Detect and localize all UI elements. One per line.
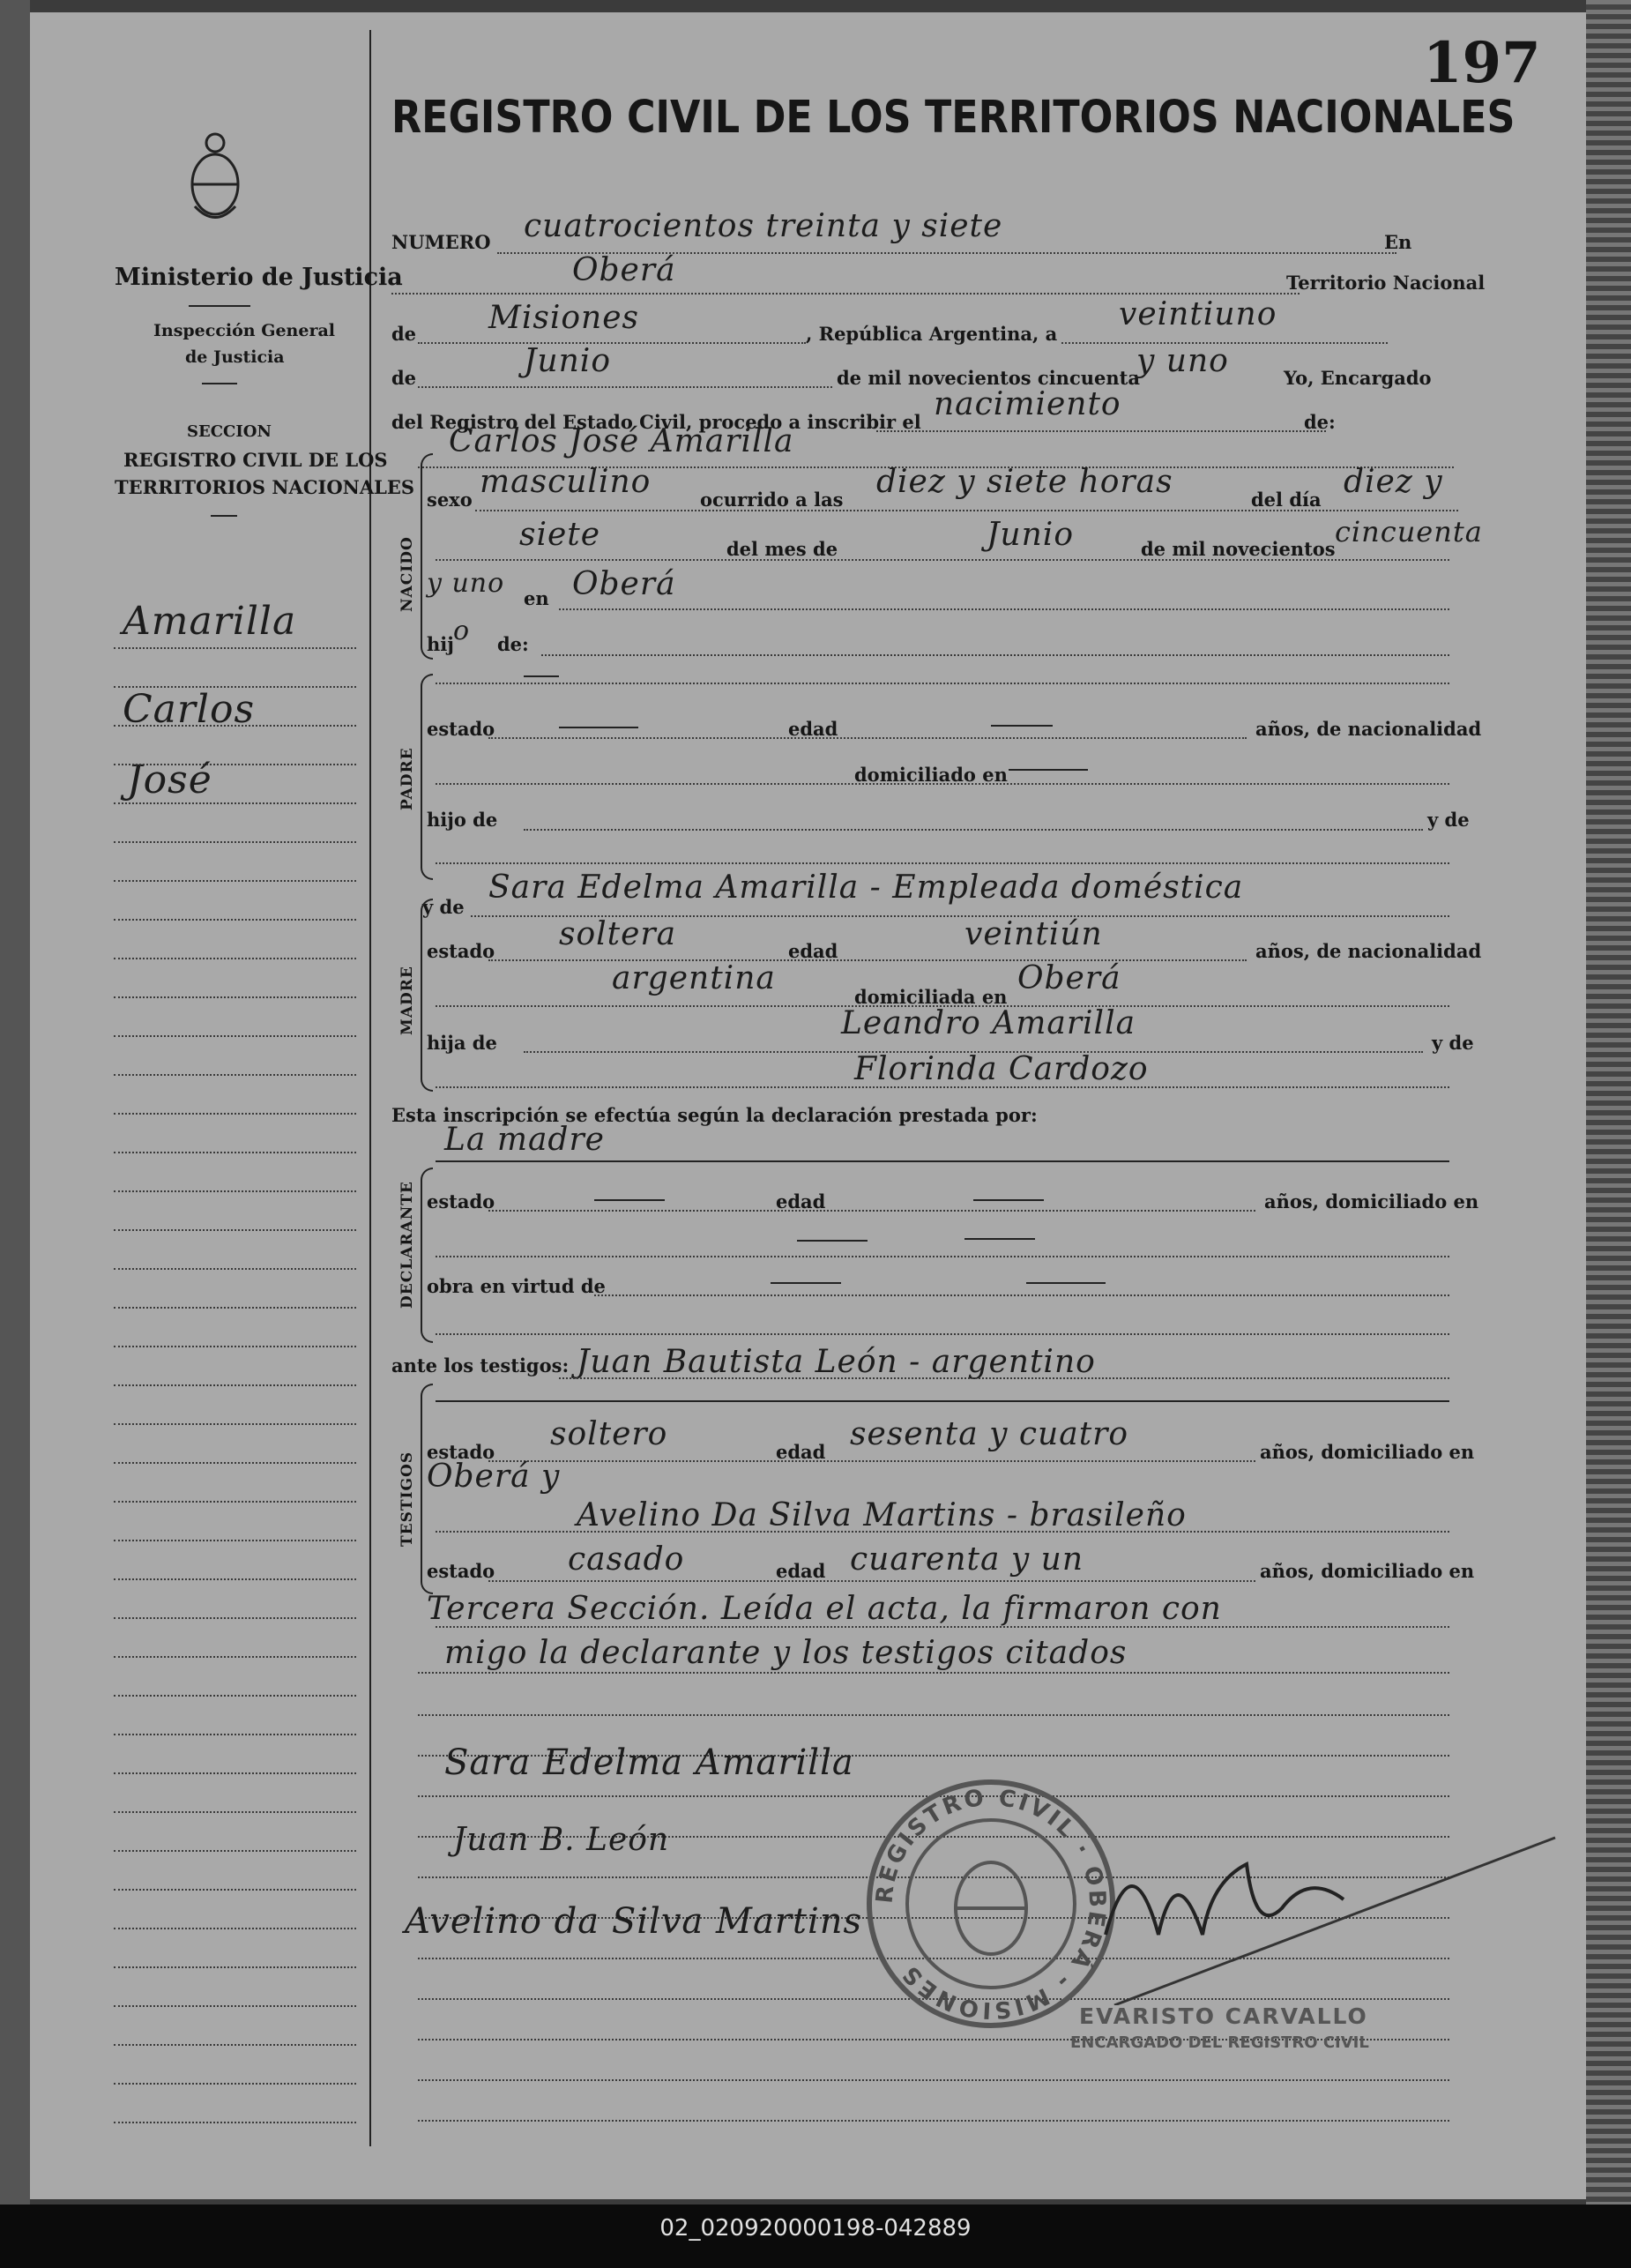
del-dia-label: del día [1251, 489, 1322, 511]
madre-nacionalidad-label: años, de nacionalidad [1255, 940, 1482, 962]
obra-label: obra en virtud de [427, 1275, 606, 1297]
officer-signature-icon [1079, 1802, 1582, 2005]
inspection-line2: de Justicia [185, 347, 285, 367]
witness1-name: Juan Bautista León - argentino [577, 1344, 1096, 1380]
birth-place-line [559, 608, 1449, 610]
blank-dash [973, 1199, 1044, 1201]
madre-edad-value: veintiún [964, 916, 1103, 952]
padre-hijo-line [524, 829, 1423, 831]
nacido-brace [421, 453, 433, 660]
registro-label: del Registro del Estado Civil, procedo a inscribir el [391, 411, 921, 433]
sidebar-ruled-line [114, 1229, 356, 1231]
numero-value: cuatrocientos treinta y siete [524, 208, 1003, 244]
territory-value: Misiones [488, 300, 640, 336]
main-ruled-line [418, 2120, 1449, 2122]
witness2-name: Avelino Da Silva Martins - brasileño [577, 1497, 1187, 1533]
sidebar-name1: Carlos [123, 687, 256, 732]
de3-label: de: [1304, 411, 1336, 433]
territorio-label: Territorio Nacional [1286, 272, 1486, 294]
declaracion-intro: Esta inscripción se efectúa según la declaración prestada por: [391, 1104, 1038, 1126]
w1-estado-value: soltero [550, 1416, 668, 1452]
sidebar-ruled-line [114, 1190, 356, 1192]
blank-dash [797, 1240, 868, 1242]
sidebar-rule [202, 383, 237, 384]
closing-line2: migo la declarante y los testigos citados [444, 1635, 1128, 1671]
padre-domicilio-label: domiciliado en [854, 764, 1008, 786]
sidebar-ruled-line [114, 1501, 356, 1503]
w2-edad-label: edad [776, 1560, 826, 1582]
declarante-line-end [436, 1333, 1449, 1335]
closing-line2-rule [418, 1672, 1449, 1674]
testigos-rule [436, 1400, 1449, 1402]
declarant-value: La madre [444, 1122, 605, 1158]
madre-parent1-value: Leandro Amarilla [841, 1005, 1136, 1041]
declarant-rule [436, 1160, 1449, 1162]
padre-estado-line [488, 737, 1247, 739]
blank-dash [594, 1199, 665, 1201]
sidebar-ruled-line [114, 1307, 356, 1309]
declarante-estado-line [488, 1210, 1255, 1212]
birth-year2-value: y uno [427, 568, 505, 599]
hij-suffix: o [453, 615, 471, 646]
signature-2: Juan B. León [453, 1822, 670, 1858]
blank-dash [1026, 1282, 1106, 1284]
testigos-intro: ante los testigos: [391, 1354, 570, 1376]
w1-edad-label: edad [776, 1441, 826, 1463]
padre-line-end [436, 862, 1449, 864]
w2-edad-value: cuarenta y un [850, 1541, 1084, 1578]
sidebar-ruled-line [114, 1734, 356, 1735]
birth-place-value: Oberá [572, 566, 676, 602]
birth-year-label: de mil novecientos [1141, 538, 1336, 560]
seal-text: REGISTRO CIVIL · OBERÁ - MISIONES [871, 1784, 1111, 2024]
sidebar-ruled-line [114, 919, 356, 921]
officer-title: ENCARGADO DEL REGISTRO CIVIL [1070, 2033, 1369, 2052]
w2-domicilio-label: años, domiciliado en [1260, 1560, 1475, 1582]
sidebar-ruled-line [114, 1346, 356, 1347]
sidebar-ruled-line [114, 880, 356, 882]
book-left-edge [0, 0, 30, 2205]
padre-label: PADRE [398, 747, 416, 810]
de2-label: de [391, 367, 417, 389]
blank-dash [559, 727, 638, 728]
madre-name-value: Sara Edelma Amarilla - Empleada doméstica [488, 869, 1244, 906]
sidebar-ruled-line [114, 1966, 356, 1968]
blank-dash [771, 1282, 841, 1284]
w1-domicilio-label: años, domiciliado en [1260, 1441, 1475, 1463]
birth-year-value: cincuenta [1335, 515, 1483, 548]
place-line [391, 293, 1300, 295]
footer-id: 02_020920000198-042889 [659, 2215, 972, 2242]
encargado-label: Yo, Encargado [1284, 367, 1432, 389]
madre-line-end [436, 1086, 1449, 1088]
sidebar-ruled-line [114, 1268, 356, 1270]
act-type-value: nacimiento [934, 386, 1121, 422]
blank-dash [524, 675, 559, 677]
madre-domicilio-label: domiciliada en [854, 986, 1008, 1008]
declarante-estado-label: estado [427, 1190, 495, 1212]
closing-line1: Tercera Sección. Leída el acta, la firmaron con [427, 1591, 1222, 1627]
declarante-line-2 [436, 1256, 1449, 1257]
ocurrido-label: ocurrido a las [700, 489, 844, 511]
madre-parent2-value: Florinda Cardozo [854, 1051, 1149, 1087]
signature-1: Sara Edelma Amarilla [444, 1742, 854, 1783]
birth-day2-value: siete [519, 517, 601, 553]
padre-y-de-label: y de [1427, 809, 1470, 831]
inspection-line1: Inspección General [153, 321, 335, 340]
sidebar-ruled-line [114, 1113, 356, 1115]
month-value: Junio [524, 343, 611, 379]
sidebar-ruled-line [114, 1889, 356, 1891]
sidebar-ruled-line [114, 1578, 356, 1580]
madre-y-de2-label: y de [1432, 1032, 1474, 1054]
page-title: REGISTRO CIVIL DE LOS TERRITORIOS NACIONALES [391, 92, 1516, 144]
sidebar-ruled-line [114, 1540, 356, 1541]
place-value: Oberá [572, 252, 676, 288]
madre-label: MADRE [398, 966, 416, 1035]
coat-of-arms-icon [184, 118, 246, 233]
closing-line1-rule [436, 1626, 1449, 1628]
w2-estado-value: casado [568, 1541, 685, 1578]
obra-line [594, 1294, 1449, 1296]
register-page [30, 12, 1586, 2199]
madre-estado-line [488, 959, 1247, 961]
sidebar-ruled-line [114, 1074, 356, 1076]
sexo-line [475, 510, 1458, 511]
padre-hijo-label: hijo de [427, 809, 498, 831]
blank-dash [964, 1238, 1035, 1240]
sidebar-ruled-line [114, 1152, 356, 1153]
testigos-label: TESTIGOS [398, 1451, 416, 1547]
sidebar-ruled-line [114, 996, 356, 998]
sidebar-ruled-line [114, 1695, 356, 1697]
madre-estado-label: estado [427, 940, 495, 962]
sidebar-ruled-line [114, 2044, 356, 2046]
sidebar-ruled-line [114, 1772, 356, 1774]
sidebar-ruled-line [114, 1850, 356, 1852]
witness2-name-line [436, 1531, 1449, 1533]
sidebar-ruled-line [114, 2122, 356, 2123]
padre-estado-label: estado [427, 718, 495, 740]
republica-label: , República Argentina, a [806, 323, 1058, 345]
padre-domicilio-line [436, 783, 1449, 785]
year-label: de mil novecientos cincuenta [837, 367, 1140, 389]
sexo-value: masculino [480, 464, 652, 500]
w1-edad-value: sesenta y cuatro [850, 1416, 1129, 1452]
madre-nacionalidad-value: argentina [612, 960, 776, 996]
w1-estado-line [488, 1460, 1255, 1462]
madre-estado-value: soltera [559, 916, 677, 952]
sidebar-name2: José [127, 757, 212, 802]
book-spine [1586, 0, 1631, 2205]
padre-nacionalidad-label: años, de nacionalidad [1255, 718, 1482, 740]
birth-day-value: diez y [1344, 464, 1443, 500]
witness1-name-line [559, 1377, 1449, 1379]
main-ruled-line [418, 2079, 1449, 2081]
sidebar-ruled-line [114, 1656, 356, 1658]
sidebar-ruled-line [114, 1462, 356, 1464]
sidebar-ruled-line [114, 725, 356, 727]
sidebar-rule [189, 305, 250, 307]
nacido-en-label: en [524, 587, 549, 609]
sidebar-ruled-line [114, 2083, 356, 2085]
month-line [418, 386, 832, 388]
sidebar-ruled-line [114, 1423, 356, 1425]
blank-dash [1009, 769, 1088, 771]
sidebar-ruled-line [114, 1384, 356, 1386]
w1-dom-value: Oberá y [427, 1459, 561, 1495]
territory-line [418, 342, 806, 344]
birth-date-line [436, 559, 1449, 561]
hij-line [541, 654, 1449, 656]
padre-line-1 [436, 683, 1449, 684]
hour-value: diez y siete horas [876, 464, 1173, 500]
section-line1: SECCION [187, 422, 272, 441]
del-mes-label: del mes de [726, 538, 838, 560]
w1-estado-label: estado [427, 1441, 495, 1463]
sidebar-ruled-line [114, 647, 356, 649]
year-value: y uno [1136, 343, 1229, 379]
ministry-name: Ministerio de Justicia [115, 264, 403, 291]
sidebar-ruled-line [114, 2005, 356, 2007]
w2-estado-line [488, 1580, 1255, 1582]
declarante-label: DECLARANTE [398, 1181, 416, 1309]
section-line3: TERRITORIOS NACIONALES [115, 476, 415, 498]
sidebar-divider [369, 30, 371, 2146]
sidebar-ruled-line [114, 841, 356, 843]
sidebar-surname: Amarilla [123, 599, 297, 644]
sidebar-ruled-line [114, 1811, 356, 1813]
officer-name: EVARISTO CARVALLO [1079, 2003, 1368, 2029]
madre-edad-label: edad [788, 940, 838, 962]
nacido-label: NACIDO [398, 536, 416, 612]
madre-y-de-label: y de [422, 896, 465, 918]
day-value: veintiuno [1119, 296, 1277, 332]
padre-edad-label: edad [788, 718, 838, 740]
madre-domicilio-value: Oberá [1017, 960, 1121, 996]
madre-brace [421, 899, 433, 1092]
sidebar-ruled-line [114, 1035, 356, 1037]
main-ruled-line [418, 1714, 1449, 1716]
birth-month-value: Junio [987, 517, 1074, 553]
w2-estado-label: estado [427, 1560, 495, 1582]
padre-brace [421, 674, 433, 880]
sidebar-ruled-line [114, 1617, 356, 1619]
signature-3: Avelino da Silva Martins [405, 1901, 863, 1942]
sidebar-ruled-line [114, 1928, 356, 1929]
hij-label: hij [427, 633, 454, 655]
child-name-value: Carlos José Amarilla [449, 423, 794, 459]
blank-dash [991, 725, 1053, 727]
sidebar-rule [211, 515, 237, 517]
sidebar-ruled-line [114, 764, 356, 765]
act-type-line [876, 430, 1326, 432]
page-number: 197 [1423, 30, 1541, 96]
declarante-edad-label: edad [776, 1190, 826, 1212]
sidebar-ruled-line [114, 802, 356, 804]
sidebar-ruled-line [114, 958, 356, 959]
section-line2: REGISTRO CIVIL DE LOS [123, 449, 388, 471]
numero-label: NUMERO [391, 231, 491, 253]
declarante-domicilio-label: años, domiciliado en [1264, 1190, 1479, 1212]
sexo-label: sexo [427, 489, 473, 511]
de-label: de [391, 323, 417, 345]
en-label: En [1384, 231, 1412, 253]
sidebar-ruled-line [114, 686, 356, 688]
hij-de-label: de: [497, 633, 529, 655]
madre-hija-label: hija de [427, 1032, 497, 1054]
